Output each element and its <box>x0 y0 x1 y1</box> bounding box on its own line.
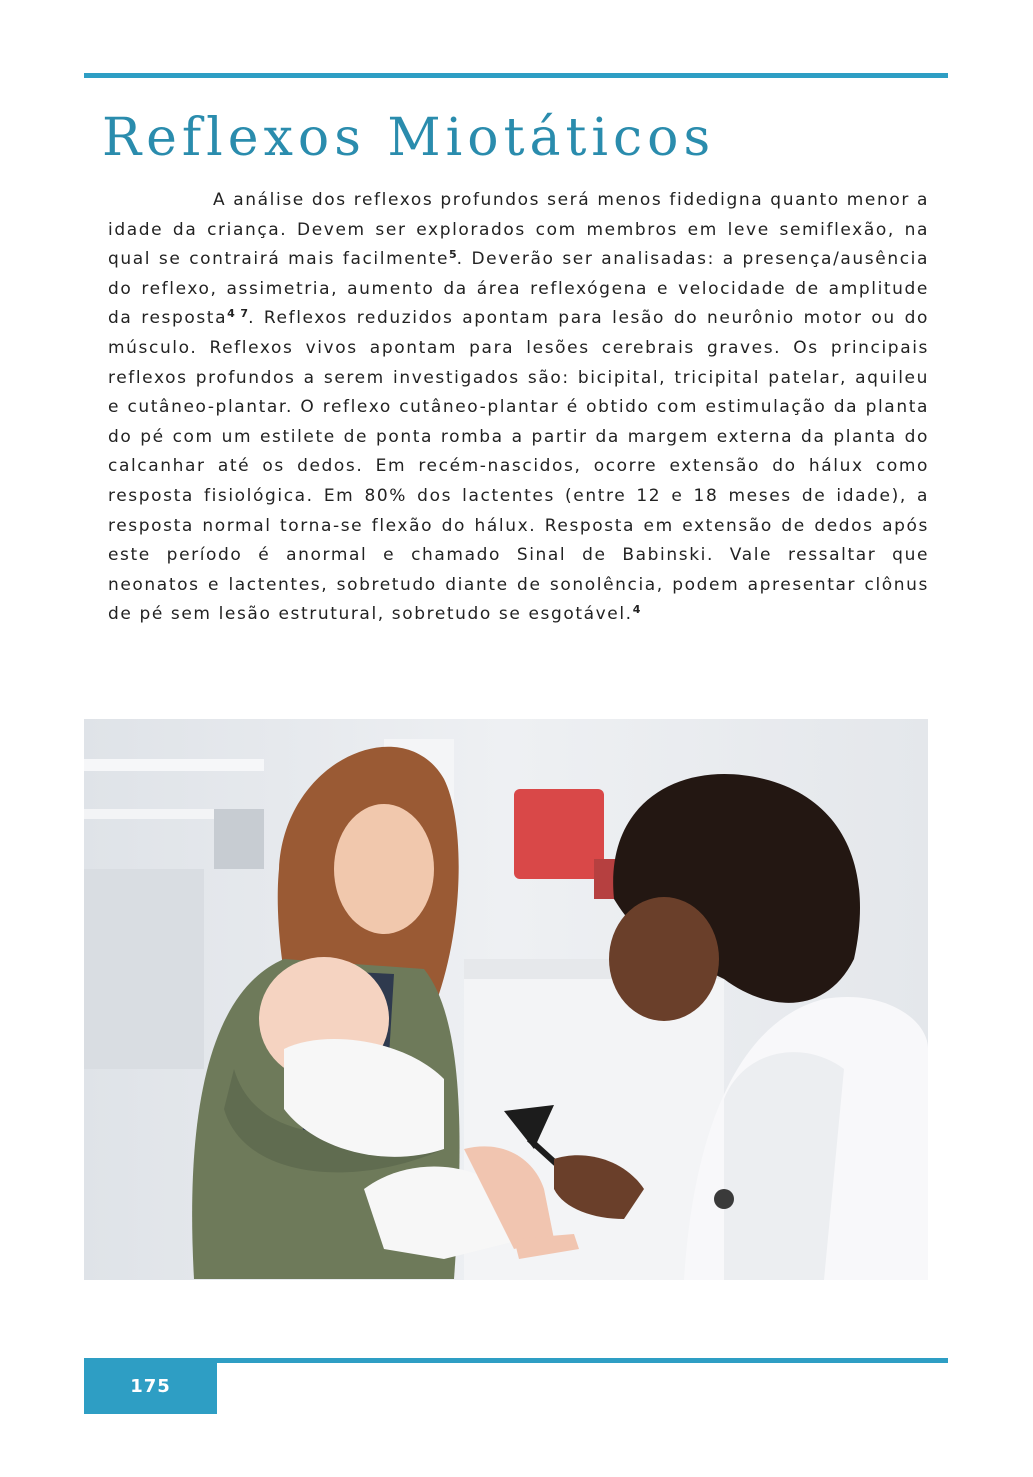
photo-icon <box>84 719 928 1280</box>
body-text-part-2: . Deverão ser analisadas: a presença/ausência do reflexo, assimetria, aumento da área reflexógena e velocidade de amplitude da resposta <box>108 249 929 329</box>
body-text-part-3: . Reflexos reduzidos apontam para lesão do neurônio motor ou do músculo. Reflexos vivos apontam para lesões cerebrais graves. Os principais reflexos profundos a serem investigados são: bicipital, tricipital patelar, aquileu e cutâneo-plantar. O reflexo cutâneo-plantar é obtido com estimulação da planta do pé com um estilete de ponta romba a partir da margem externa da planta do calcanhar até os dedos. Em recém-nascidos, ocorre extensão do hálux como resposta fisiológica. Em 80% dos lactentes (entre 12 e 18 meses de idade), a resposta normal torna-se flexão do hálux. Resposta em extensão de dedos após este período é anormal e chamado Sinal de Babinski. Vale ressaltar que neonatos e lactentes, sobretudo diante de sonolência, podem apresentar clônus de pé sem lesão estrutural, sobretudo se esgotável. <box>108 308 930 625</box>
page-number-box <box>84 1358 217 1414</box>
reference-superscript: 4 <box>632 603 641 617</box>
body-text-part-1: A análise dos reflexos profundos será menos fidedigna quanto menor a idade da criança. Devem ser explorados com membros em leve semiflexão, na qual se contrairá mais facilmente <box>108 190 929 270</box>
clinical-photo <box>84 719 928 1280</box>
body-paragraph <box>108 186 929 630</box>
reference-superscript: 5 <box>449 248 457 262</box>
page-number: 175 <box>130 1375 171 1397</box>
page-title: Reflexos Miotáticos <box>102 108 716 168</box>
top-divider <box>84 73 948 78</box>
reference-superscript: 4 7 <box>227 307 249 321</box>
